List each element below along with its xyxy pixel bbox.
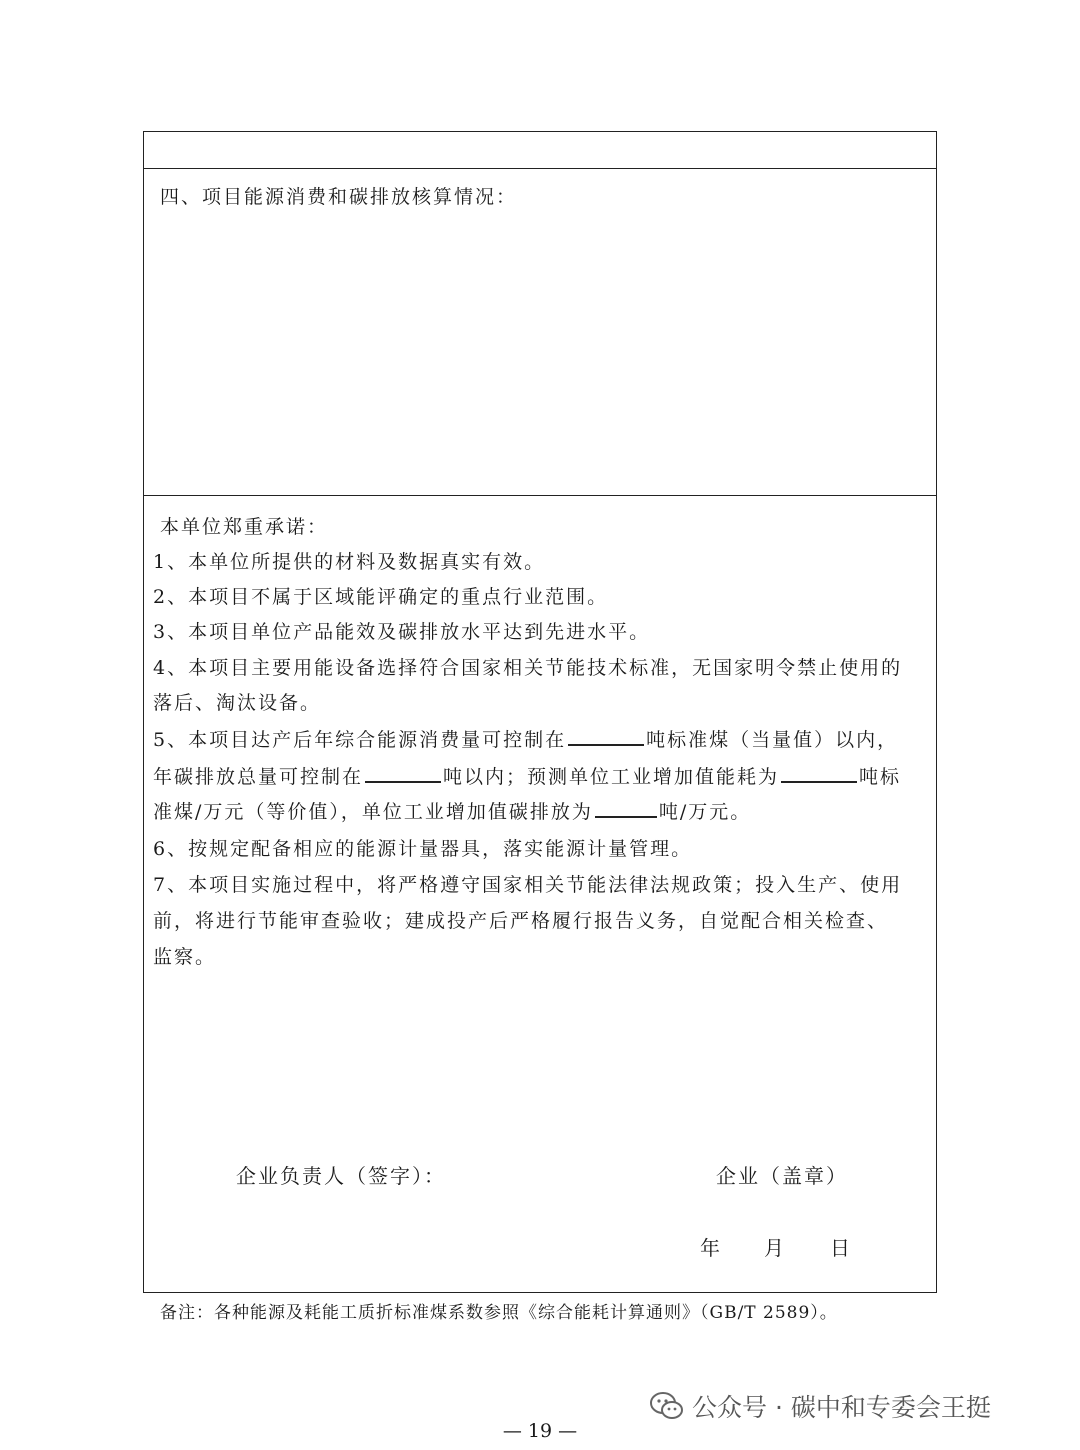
responsible-person-signature-label: 企业负责人（签字）： bbox=[236, 1164, 446, 1188]
table-divider bbox=[144, 495, 936, 496]
wechat-icon bbox=[650, 1391, 684, 1421]
commitment-text: 准煤/万元（等价值），单位工业增加值碳排放为 bbox=[153, 801, 593, 823]
commitment-item: 3、本项目单位产品能效及碳排放水平达到先进水平。 bbox=[153, 621, 651, 643]
commitment-item: 前，将进行节能审查验收；建成投产后严格履行报告义务，自觉配合相关检查、 bbox=[153, 910, 889, 932]
fill-in-blank[interactable] bbox=[781, 763, 857, 783]
commitment-item: 落后、淘汰设备。 bbox=[153, 692, 322, 714]
commitment-heading: 本单位郑重承诺： bbox=[160, 516, 329, 538]
commitment-item: 4、本项目主要用能设备选择符合国家相关节能技术标准，无国家明令禁止使用的 bbox=[153, 657, 903, 679]
page-number: — 19 — bbox=[502, 1420, 578, 1442]
date-day-label: 日 bbox=[830, 1236, 852, 1260]
commitment-text: 年碳排放总量可控制在 bbox=[153, 766, 364, 788]
commitment-text: 5、本项目达产后年综合能源消费量可控制在 bbox=[153, 729, 567, 751]
commitment-item: 1、本单位所提供的材料及数据真实有效。 bbox=[153, 551, 546, 573]
fill-in-blank[interactable] bbox=[568, 726, 644, 746]
commitment-item: 监察。 bbox=[153, 946, 217, 968]
commitment-text: 吨标 bbox=[859, 766, 902, 788]
commitment-item: 6、按规定配备相应的能源计量器具，落实能源计量管理。 bbox=[153, 838, 693, 860]
date-month-label: 月 bbox=[764, 1236, 786, 1260]
commitment-item: 2、本项目不属于区域能评确定的重点行业范围。 bbox=[153, 586, 609, 608]
commitment-text: 吨标准煤（当量值）以内， bbox=[646, 729, 899, 751]
commitment-item bbox=[153, 762, 901, 789]
date-year-label: 年 bbox=[700, 1236, 722, 1260]
fill-in-blank[interactable] bbox=[595, 798, 657, 818]
footnote: 备注：各种能源及耗能工质折标准煤系数参照《综合能耗计算通则》（GB/T 2589）。 bbox=[160, 1303, 838, 1323]
commitment-text: 吨/万元。 bbox=[658, 801, 752, 823]
watermark-text: 公众号 · 碳中和专委会王挺 bbox=[692, 1393, 991, 1422]
commitment-text: 吨以内；预测单位工业增加值能耗为 bbox=[443, 766, 780, 788]
commitment-item bbox=[153, 797, 751, 824]
fill-in-blank[interactable] bbox=[365, 763, 441, 783]
table-divider bbox=[144, 168, 936, 169]
company-seal-label: 企业（盖章） bbox=[716, 1164, 848, 1188]
watermark bbox=[650, 1388, 991, 1424]
section-heading: 四、项目能源消费和碳排放核算情况： bbox=[160, 186, 518, 208]
commitment-item bbox=[153, 725, 898, 752]
commitment-item: 7、本项目实施过程中，将严格遵守国家相关节能法律法规政策；投入生产、使用 bbox=[153, 874, 903, 896]
